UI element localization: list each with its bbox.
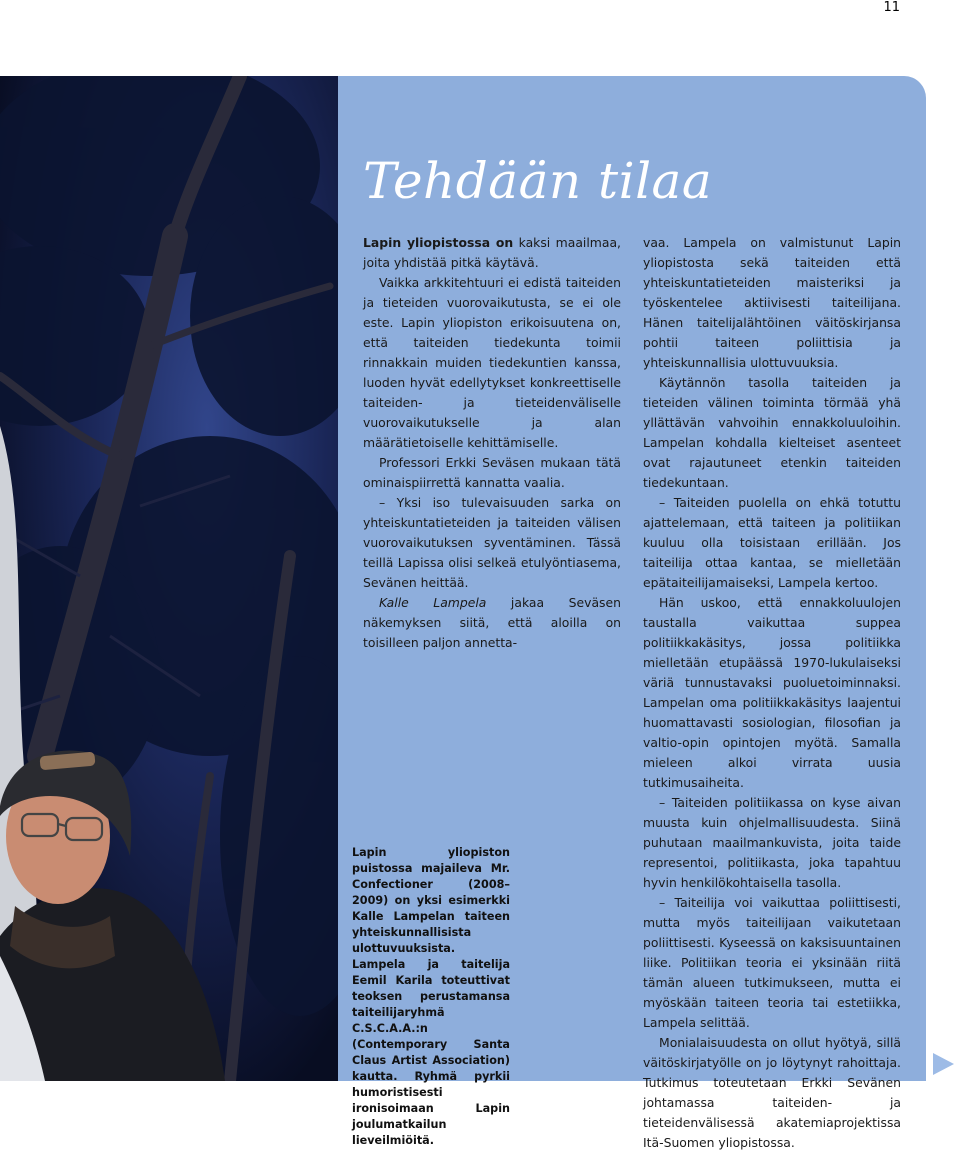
paragraph-5-text: jakaa Seväsen näkemyksen siitä, että aloilla on toisilleen paljon annetta- xyxy=(363,595,621,650)
photo-caption: Lapin yliopiston puistossa majaileva Mr. Confectioner (2008–2009) on yksi esimerkki Kalle Lampelan taiteen yhteiskunnallisista ulottuvuuksista. Lampela ja taitelija Eemil Karila toteuttivat teoksen perustamansa taiteilijaryhmä C.S.C.A.A.:n (Contemporary Santa Claus Artist Association) kautta. Ryhmä pyrkii humoristisesti ironisoimaan Lapin joulumatkailun lieveilmiöitä. xyxy=(352,846,510,1147)
page-number: 11 xyxy=(883,0,900,15)
paragraph-1 xyxy=(363,233,621,273)
paragraph-8: – Taiteiden puolella on ehkä totuttu ajattelemaan, että taiteen ja politiikan kuuluu olla toisistaan erillään. Jos taiteilija ottaa kantaa, se mielletään epätaiteilijamaiseksi, Lampela kertoo. xyxy=(643,495,901,590)
next-page-arrow-icon[interactable] xyxy=(930,1051,956,1077)
photo-illustration xyxy=(0,76,345,1081)
paragraph-11: – Taiteilija voi vaikuttaa poliittisesti, mutta myös taiteilijaan vaikutetaan poliittisesti. Kyseessä on kaksisuuntainen liike. Politiikan teoria ei yksinään riitä tämän alueen tutkimukseen, mutta ei myöskään taiteen teoria tai estetiikka, Lampela selittää. xyxy=(643,895,901,1030)
photo-man-under-pines xyxy=(0,76,345,1081)
paragraph-3: Professori Erkki Seväsen mukaan tätä ominaispiirrettä kannatta vaalia. xyxy=(363,455,621,490)
person-name: Kalle Lampela xyxy=(379,595,487,610)
paragraph-7: Käytännön tasolla taiteiden ja tieteiden välinen toiminta törmää yhä yllättävän vahvoihin ennakkoluuloihin. Lampelan kohdalla kielteiset asenteet ovat rajautuneet etenkin taiteiden tiedekuntaan. xyxy=(643,375,901,490)
article-column-2 xyxy=(643,233,901,1153)
paragraph-2: Vaikka arkkitehtuuri ei edistä taiteiden ja tieteiden vuorovaikutusta, se ei ole este. Lapin yliopiston erikoisuutena on, että taiteiden tiedekunta toimii rinnakkain muiden tiedekuntien kanssa, luoden hyvät edellytykset konkreettiselle taiteiden- ja tieteidenväliselle vuorovaikutukselle ja alan määrätietoiselle kehittämiselle. xyxy=(363,275,621,450)
paragraph-5 xyxy=(363,593,621,653)
paragraph-1-text: kaksi maailmaa, joita yhdistää pitkä käytävä. xyxy=(363,235,621,270)
paragraph-4: – Yksi iso tulevaisuuden sarka on yhteiskuntatieteiden ja taiteiden välisen vuorovaikutuksen syventäminen. Tässä teillä Lapissa olisi selkeä etulyöntiasema, Sevänen heittää. xyxy=(363,495,621,590)
paragraph-10: – Taiteiden politiikassa on kyse aivan muusta kuin ohjelmallisuudesta. Siinä puhutaan maailmankuvista, joita taide representoi, politiikasta, joka tapahtuu hyvin henkilökohtaisella tasolla. xyxy=(643,795,901,890)
paragraph-9: Hän uskoo, että ennakkoluulojen taustalla vaikuttaa suppea politiikkakäsitys, jossa politiikka mielletään etupäässä 1970-lukulaiseksi väriä tunnustavaksi puoluetoiminnaksi. Lampelan oma politiikkakäsitys laajentui huomattavasti sosiologian, filosofian ja valtio-opin opintojen myötä. Samalla mieleen alkoi virrata uusia tutkimusaiheita. xyxy=(643,595,901,790)
article-column-1 xyxy=(363,233,621,653)
article-title: Tehdään tilaa xyxy=(363,152,713,210)
lead-in: Lapin yliopistossa on xyxy=(363,235,514,250)
paragraph-6: vaa. Lampela on valmistunut Lapin yliopistosta sekä taiteiden että yhteiskuntatieteiden maisteriksi ja työskentelee aktiivisesti taiteilijana. Hänen taitelijalähtöinen väitöskirjansa pohtii taiteen poliittisia ja yhteiskunnallisia ulottuvuuksia. xyxy=(643,235,901,370)
paragraph-12: Monialaisuudesta on ollut hyötyä, sillä väitöskirjatyölle on jo löytynyt rahoittaja. Tutkimus toteutetaan Erkki Sevänen johtamassa taiteiden- ja tieteidenvälisessä akatemiaprojektissa Itä-Suomen yliopistossa. xyxy=(643,1035,901,1150)
